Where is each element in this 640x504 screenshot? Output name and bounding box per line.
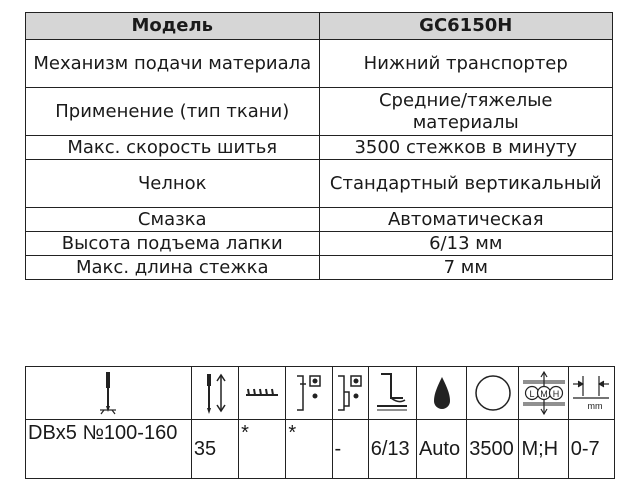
spec-row xyxy=(26,40,613,88)
oil-drop-icon xyxy=(416,367,466,420)
spec-value: Автоматическая xyxy=(319,208,613,232)
spec-param: Применение (тип ткани) xyxy=(26,88,320,136)
spec-value: 3500 стежков в минуту xyxy=(319,136,613,160)
lmh-l-label: L xyxy=(529,389,535,399)
spec-param: Макс. скорость шитья xyxy=(26,136,320,160)
spec-value: 6/13 мм xyxy=(319,232,613,256)
unit-mm-label: mm xyxy=(587,401,603,411)
spec-header-model: GC6150H xyxy=(319,13,613,40)
needle-value: DBx5 №100-160 xyxy=(26,420,192,479)
needle-thickness-icon xyxy=(191,367,238,420)
spec-param: Высота подъема лапки xyxy=(26,232,320,256)
feed-value: * xyxy=(286,420,332,479)
value-row xyxy=(26,420,615,479)
spec-value: Нижний транспортер xyxy=(319,40,613,88)
stitch-value: * xyxy=(239,420,286,479)
lube-value: Auto xyxy=(416,420,466,479)
spec-row xyxy=(26,256,613,280)
needle-icon xyxy=(26,367,192,420)
feed-mechanism-icon xyxy=(286,367,332,420)
stitch-length-icon xyxy=(568,367,614,420)
thickness-value: 35 xyxy=(191,420,238,479)
spec-param: Смазка xyxy=(26,208,320,232)
spec-value: Стандартный вертикальный xyxy=(319,160,613,208)
icon-spec-table xyxy=(25,366,615,479)
walking-value: - xyxy=(332,420,368,479)
walking-foot-icon xyxy=(332,367,368,420)
lmh-m-label: M xyxy=(539,389,548,399)
length-value: 0-7 xyxy=(568,420,614,479)
spec-table xyxy=(25,12,613,280)
spec-row xyxy=(26,88,613,136)
hook-value: M;H xyxy=(519,420,568,479)
icon-row xyxy=(26,367,615,420)
spec-param: Макс. длина стежка xyxy=(26,256,320,280)
presser-foot-icon xyxy=(368,367,416,420)
spec-header-param: Модель xyxy=(26,13,320,40)
stitch-line-icon xyxy=(239,367,286,420)
speed-value: 3500 xyxy=(467,420,519,479)
spec-row xyxy=(26,136,613,160)
spec-param: Челнок xyxy=(26,160,320,208)
speed-circle-icon xyxy=(467,367,519,420)
spec-header-row xyxy=(26,13,613,40)
spec-value: 7 мм xyxy=(319,256,613,280)
spec-row xyxy=(26,208,613,232)
lmh-h-label: H xyxy=(552,389,559,399)
lift-value: 6/13 xyxy=(368,420,416,479)
spec-param: Механизм подачи материала xyxy=(26,40,320,88)
spec-value: Средние/тяжелые материалы xyxy=(319,88,613,136)
lmh-hook-icon xyxy=(519,367,568,420)
spec-row xyxy=(26,232,613,256)
spec-row xyxy=(26,160,613,208)
